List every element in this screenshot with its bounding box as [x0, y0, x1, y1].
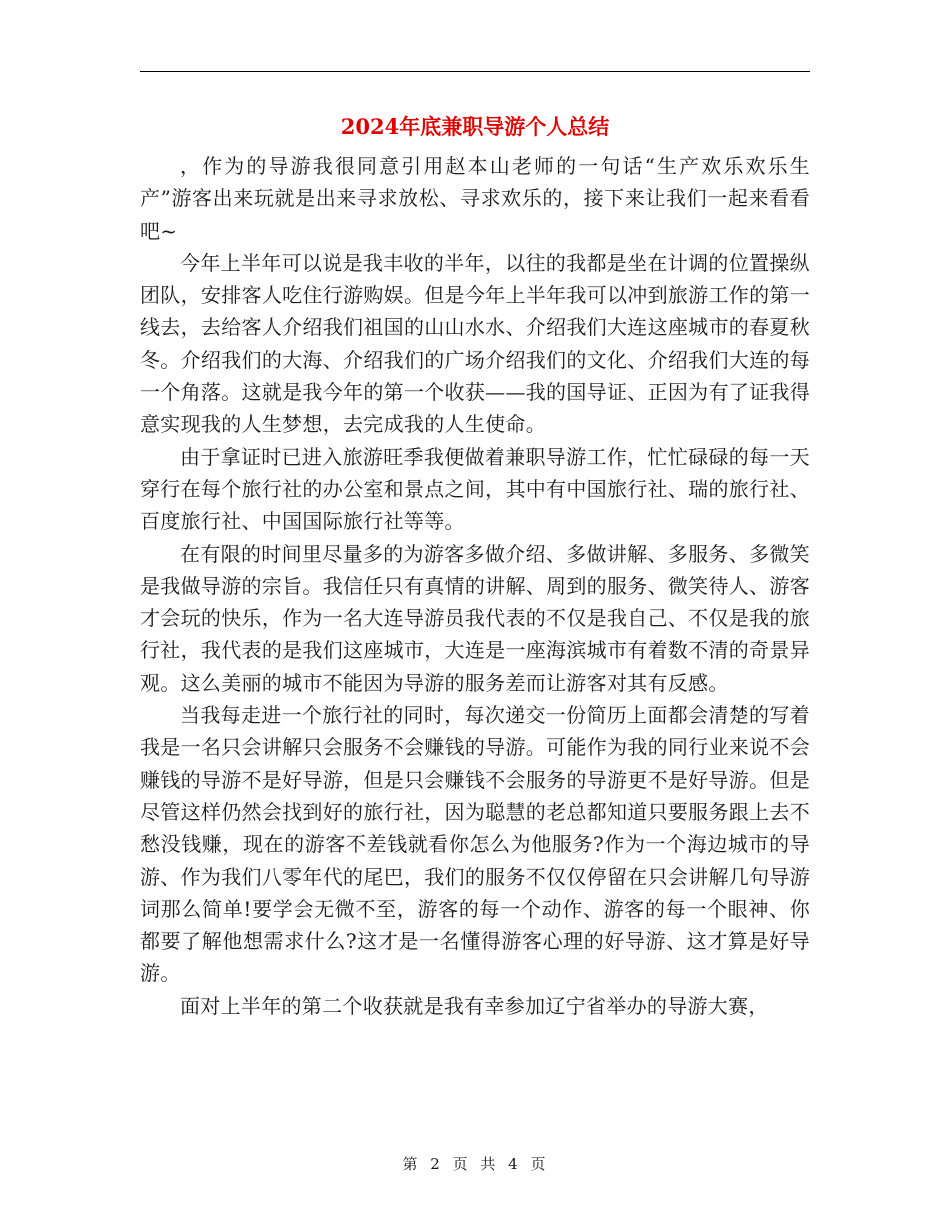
document-title: 2024年底兼职导游个人总结 — [340, 114, 610, 139]
paragraph-first-harvest: 今年上半年可以说是我丰收的半年，以往的我都是坐在计调的位置操纵团队，安排客人吃住行游购娱。但是今年上半年我可以冲到旅游工作的第一线去，去给客人介绍我们祖国的山山水水、介绍我们大连这座城市的春夏秋冬。介绍我们的大海、介绍我们的广场介绍我们的文化、介绍我们大连的每一个角落。这就是我今年的第一个收获——我的国导证、正因为有了证我得意实现我的人生梦想，去完成我的人生使命。 — [140, 250, 810, 437]
paragraph-part-time-work: 由于拿证时已进入旅游旺季我便做着兼职导游工作，忙忙碌碌的每一天穿行在每个旅行社的办公室和景点之间，其中有中国旅行社、瑞的旅行社、百度旅行社、中国国际旅行社等等。 — [140, 444, 810, 534]
header-rule — [140, 71, 810, 72]
page-number-footer: 第 2 页 共 4 页 — [402, 1155, 548, 1173]
paragraph-intro: ，作为的导游我很同意引用赵本山老师的一句话“生产欢乐欢乐生产”游客出来玩就是出来寻求放松、寻求欢乐的，接下来让我们一起来看看吧~ — [140, 154, 810, 243]
paragraph-service-principle: 在有限的时间里尽量多的为游客多做介绍、多做讲解、多服务、多微笑是我做导游的宗旨。我信任只有真情的讲解、周到的服务、微笑待人、游客才会玩的快乐，作为一名大连导游员我代表的不仅是我自己、不仅是我的旅行社，我代表的是我们这座城市，大连是一座海滨城市有着数不清的奇景异观。这么美丽的城市不能因为导游的服务差而让游客对其有反感。 — [140, 541, 810, 695]
paragraph-resume: 当我每走进一个旅行社的同时，每次递交一份简历上面都会清楚的写着我是一名只会讲解只会服务不会赚钱的导游。可能作为我的同行业来说不会赚钱的导游不是好导游，但是只会赚钱不会服务的导游更不是好导游。但是尽管这样仍然会找到好的旅行社，因为聪慧的老总都知道只要服务跟上去不愁没钱赚，现在的游客不差钱就看你怎么为他服务?作为一个海边城市的导游、作为我们八零年代的尾巴，我们的服务不仅仅停留在只会讲解几句导游词那么简单!要学会无微不至，游客的每一个动作、游客的每一个眼神、你都要了解他想需求什么?这才是一名懂得游客心理的好导游、这才算是好导游。 — [140, 703, 810, 986]
paragraph-second-harvest: 面对上半年的第二个收获就是我有幸参加辽宁省举办的导游大赛， — [180, 993, 769, 1018]
document-body — [140, 150, 810, 1022]
